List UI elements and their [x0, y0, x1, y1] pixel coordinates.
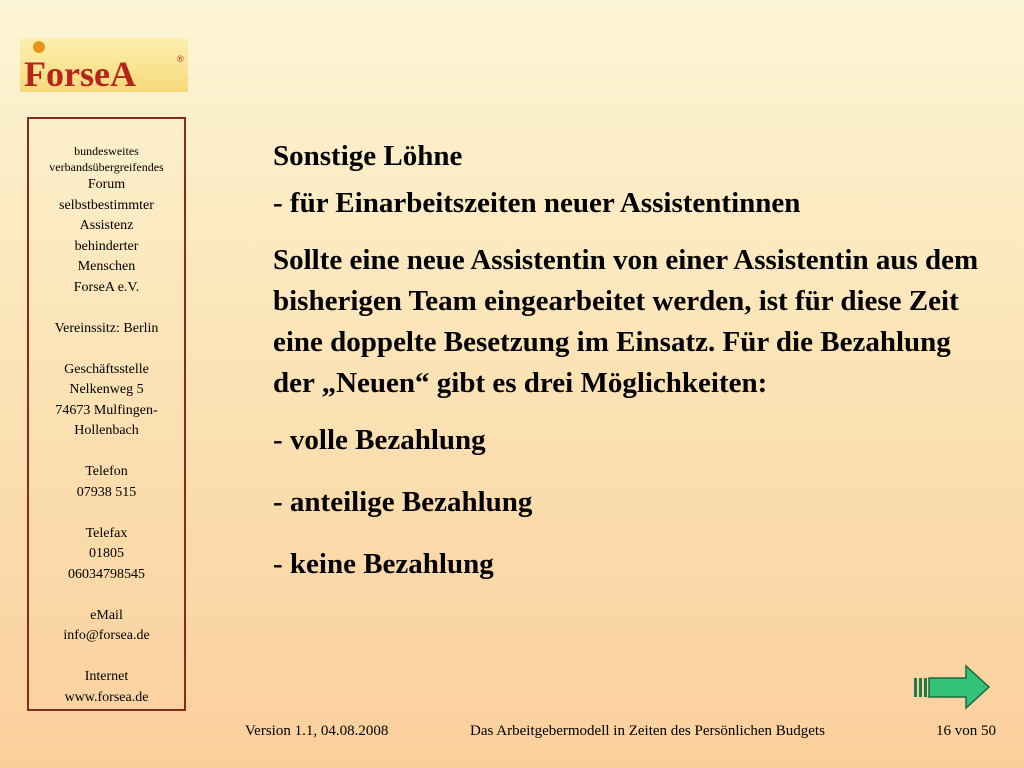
internet-label: Internet: [84, 669, 129, 684]
bullet-item: - keine Bezahlung: [273, 548, 494, 580]
slide-body-text: Sollte eine neue Assistentin von einer Assistentin aus dem bisherigen Team eingearbeitet werden, ist für diese Zeit eine doppelte Besetzung im Einsatz. Für die Bezahlung der „Neuen“ gibt es drei Möglichkeiten:: [273, 244, 979, 399]
org-name-line: ForseA e.V.: [73, 279, 140, 295]
office-line: 74673 Mulfingen-: [55, 402, 158, 418]
phone-label: Telefon: [85, 464, 128, 479]
org-name-line: behinderter: [74, 238, 139, 254]
footer-page-number: 16 von 50: [936, 723, 996, 739]
slide-subtitle: - für Einarbeitszeiten neuer Assistentinnen: [273, 187, 801, 219]
fax-number: 01805: [89, 546, 124, 561]
org-name-line: Assistenz: [79, 218, 134, 233]
footer-title: Das Arbeitgebermodell in Zeiten des Persönlichen Budgets: [470, 723, 825, 739]
fax-label: Telefax: [85, 525, 128, 541]
fax-number: 06034798545: [68, 566, 145, 582]
phone-number: 07938 515: [76, 484, 137, 500]
slide-title: Sonstige Löhne: [273, 140, 463, 172]
bullet-item: - volle Bezahlung: [273, 424, 486, 456]
org-name-line: selbstbestimmter: [59, 197, 154, 213]
logo-text: ForseA: [24, 54, 136, 92]
registered-mark: ®: [177, 54, 184, 64]
email-address: info@forsea.de: [63, 628, 150, 643]
org-name-line: Menschen: [77, 259, 136, 274]
org-name-line: Forum: [87, 177, 126, 192]
organization-info-box: [27, 117, 186, 711]
office-line: Nelkenweg 5: [69, 382, 144, 397]
website-url: www.forsea.de: [64, 689, 149, 705]
office-line: Hollenbach: [74, 423, 139, 438]
next-arrow-icon[interactable]: [912, 664, 990, 710]
org-small-line: verbandsübergreifendes: [49, 160, 164, 174]
org-small-line: bundesweites: [74, 144, 139, 158]
forsea-logo: [20, 38, 188, 92]
bullet-item: - anteilige Bezahlung: [273, 486, 533, 518]
footer-version: Version 1.1, 04.08.2008: [245, 723, 389, 739]
office-line: Geschäftsstelle: [64, 361, 149, 377]
slide-content: [273, 136, 993, 606]
email-label: eMail: [90, 607, 123, 623]
org-seat: Vereinssitz: Berlin: [54, 320, 159, 336]
